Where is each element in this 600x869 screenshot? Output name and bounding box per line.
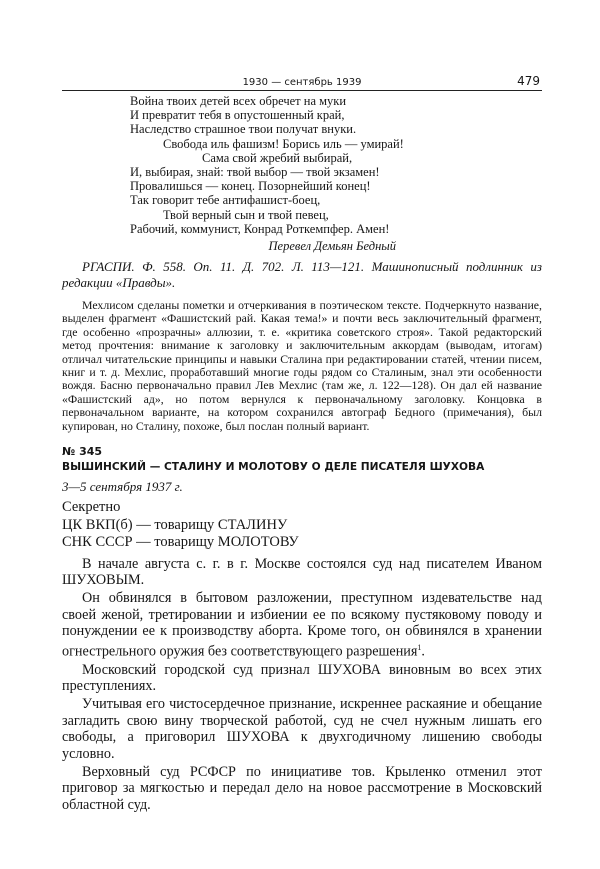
poem-line: Рабочий, коммунист, Конрад Роткемпфер. Амен! xyxy=(130,221,390,236)
addressee-block xyxy=(62,499,542,552)
footnote-mark[interactable]: 1 xyxy=(417,643,422,653)
paragraph: Учитывая его чистосердечное признание, искреннее раскаяние и обещание загладить свою вину творческой работой, суд не счел нужным лишать его свободы, а приговорил ШУХОВА к двухгодичному лишению свободы условно. xyxy=(62,695,542,763)
poem-line: Сама свой жребий выбирай, xyxy=(202,150,353,165)
poem xyxy=(130,94,542,236)
poem-line: И превратит тебя в опустошенный край, xyxy=(130,108,345,123)
paragraph: Верховный суд РСФСР по инициативе тов. Крыленко отменил этот приговор за мягкостью и передал дело на новое рассмотрение в Московский областной суд. xyxy=(62,763,542,814)
editorial-note: Мехлисом сделаны пометки и отчеркивания в поэтическом тексте. Подчеркнуто название, выделен фрагмент «Фашистский рай. Какая тема!» и почти весь заключительный фрагмент, где особенно «прозрачны» аллюзии, т. е. «критика советского строя». Такой редакторский метод прочтения: внимание к заголовку и заключительным аккордам (выводам, итогам) отличал читательские принципы и навыки Сталина при редактировании статей, чтении писем, книг и т. д. Мехлис, проработавший многие годы рядом со Сталиным, знал эти особенности вождя. Басню первоначально правил Лев Мехлис (там же, л. 122—128). Он дал ей название «Фашистский ад», но потом вернулся к первоначальному заголовку. Концовка в первоначальном варианте, на котором сохранился автограф Бедного (примечания), был купирован, но Сталину, похоже, был послан полный вариант. xyxy=(62,298,542,433)
document-body xyxy=(62,556,542,814)
document-number: № 345 xyxy=(62,445,103,459)
poem-line: Война твоих детей всех обречет на муки xyxy=(130,94,347,108)
running-header xyxy=(62,76,542,91)
paragraph: В начале августа с. г. в г. Москве состоялся суд над писателем Иваном ШУХОВЫМ. xyxy=(62,555,542,589)
classification: Секретно xyxy=(62,499,121,516)
poem-line: И, выбирая, знай: твой выбор — твой экзамен! xyxy=(130,165,380,180)
addressee: СНК СССР — товарищу МОЛОТОВУ xyxy=(62,534,299,551)
addressee: ЦК ВКП(б) — товарищу СТАЛИНУ xyxy=(62,516,288,533)
archive-source: РГАСПИ. Ф. 558. Оп. 11. Д. 702. Л. 113—121. Машинописный подлинник из редакции «Правды». xyxy=(62,259,542,291)
document-title: ВЫШИНСКИЙ — СТАЛИНУ И МОЛОТОВУ О ДЕЛЕ ПИСАТЕЛЯ ШУХОВА xyxy=(62,461,485,474)
paragraph: Московский городской суд признал ШУХОВА виновным во всех этих преступлениях. xyxy=(62,661,542,695)
poem-line: Провалишься — конец. Позорнейший конец! xyxy=(130,179,371,194)
paragraph-text: Он обвинялся в бытовом разложении, преступном издевательстве над своей женой, третировании и избиении ее по всякому пустяковому поводу и понуждении ее к производству аборта. Кроме того, он обвинялся в хранении огнестрельного оружия без соответствующего разрешения xyxy=(62,590,542,660)
running-title: 1930 — сентябрь 1939 xyxy=(242,77,362,88)
page xyxy=(62,0,542,835)
document-date: 3—5 сентября 1937 г. xyxy=(62,479,183,495)
poem-line: Наследство страшное твои получат внуки. xyxy=(130,122,357,137)
page-number: 479 xyxy=(517,74,540,88)
poem-line: Свобода иль фашизм! Борись иль — умирай! xyxy=(163,136,404,151)
poem-line: Твой верный сын и твой певец, xyxy=(163,207,329,222)
paragraph: Он обвинялся в бытовом разложении, преступном издевательстве над своей женой, третировании и избиении ее по всякому пустяковому поводу и понуждении ее к производству аборта. Кроме того, он обвинялся в хранении огнестрельного оружия без соответствующего разрешения$^1$. xyxy=(62,590,542,660)
poem-line: Так говорит тебе антифашист-боец, xyxy=(130,193,321,208)
translator-signature: Перевел Демьян Бедный xyxy=(268,239,396,254)
